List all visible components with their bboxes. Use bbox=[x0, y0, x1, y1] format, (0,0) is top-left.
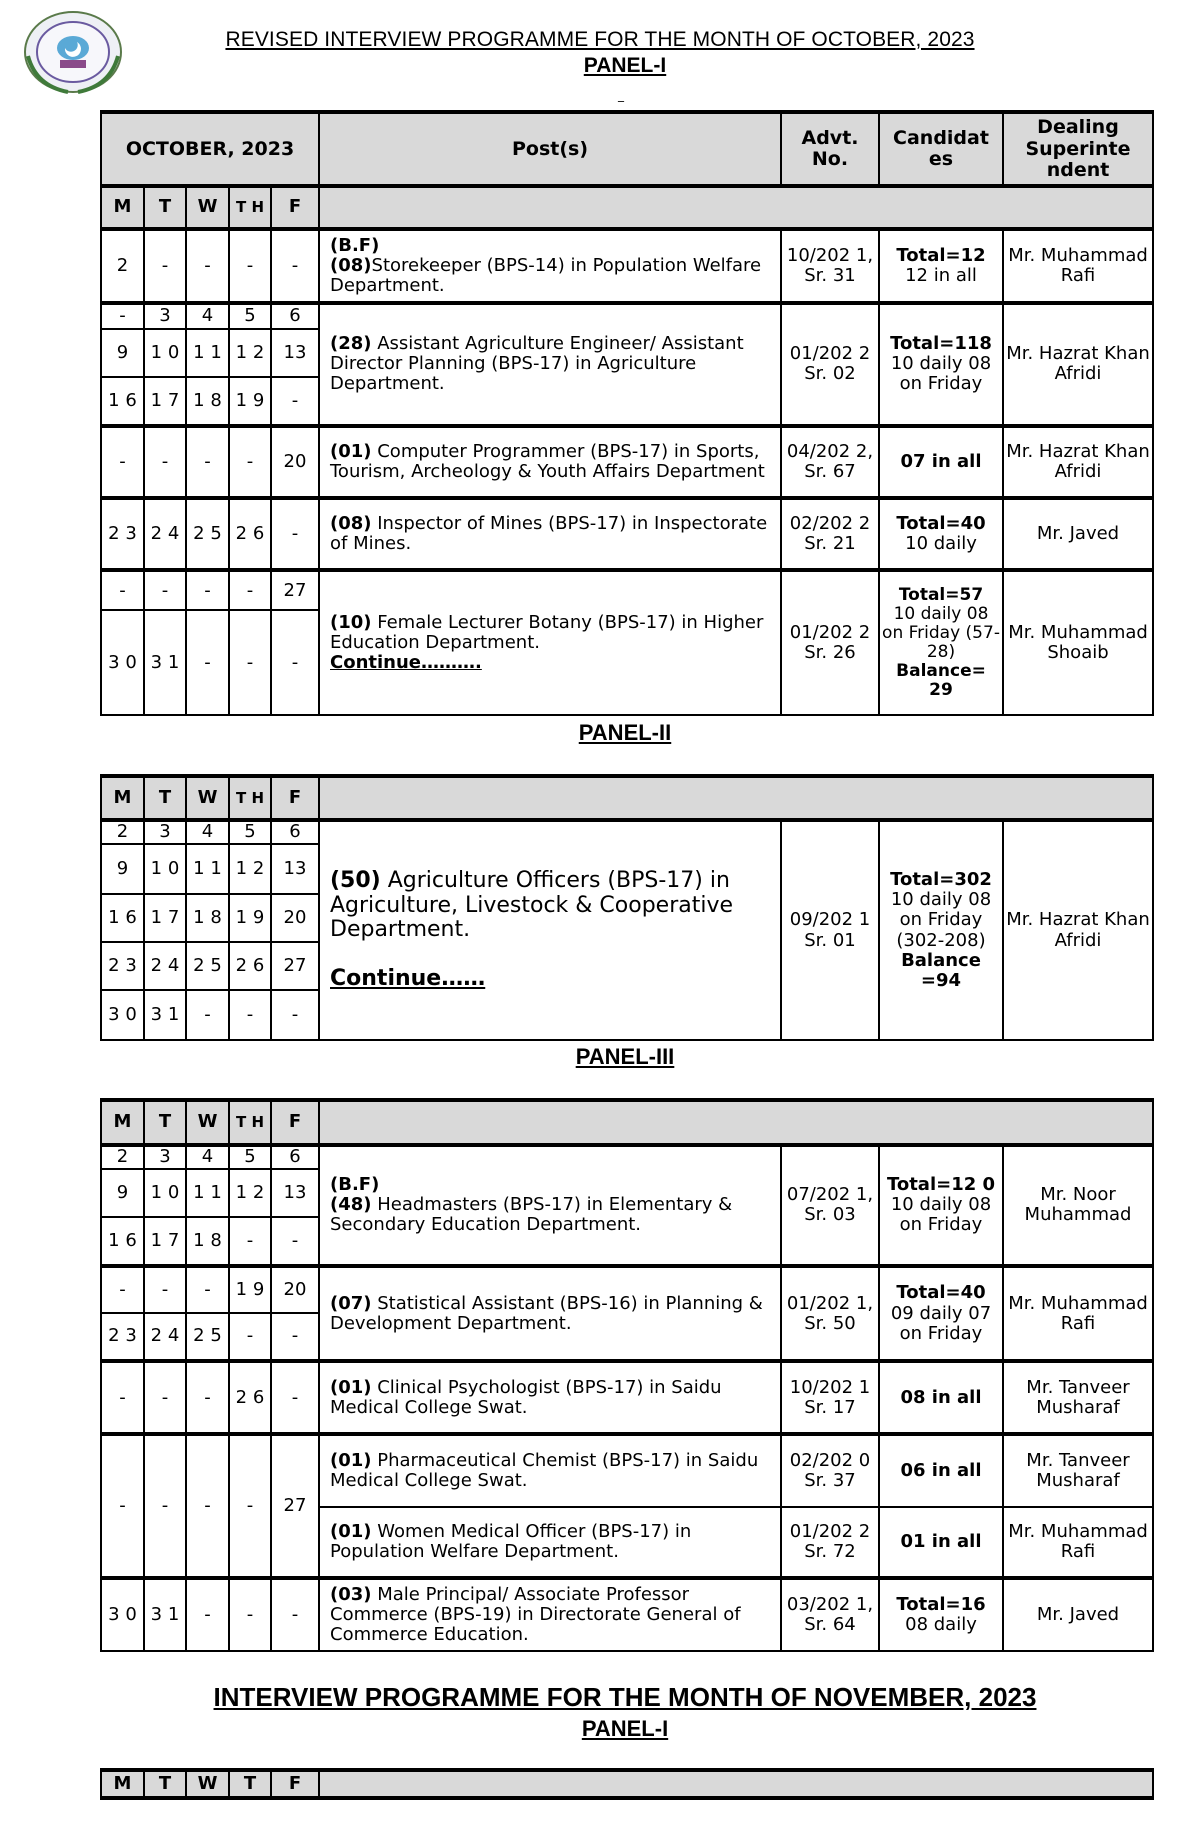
day-cell: 4 bbox=[186, 820, 229, 844]
day-cell: 27 bbox=[271, 942, 319, 990]
day-cell: 1 9 bbox=[229, 1266, 271, 1313]
day-cell: - bbox=[229, 1434, 271, 1578]
advt-cell: 01/202 2 Sr. 72 bbox=[781, 1507, 879, 1578]
day-cell: 13 bbox=[271, 329, 319, 377]
day-cell: - bbox=[229, 1313, 271, 1362]
advt-cell: 02/202 2 Sr. 21 bbox=[781, 498, 879, 570]
day-header: T bbox=[144, 776, 186, 820]
day-cell: 13 bbox=[271, 1169, 319, 1218]
day-cell: 2 3 bbox=[101, 942, 144, 990]
day-cell: 2 5 bbox=[186, 498, 229, 570]
dealing-cell: Mr. Javed bbox=[1003, 498, 1153, 570]
day-cell: - bbox=[101, 426, 144, 498]
dealing-cell: Mr. Tanveer Musharaf bbox=[1003, 1361, 1153, 1434]
day-header-blank bbox=[319, 1770, 1153, 1798]
dealing-cell: Mr. Muhammad Rafi bbox=[1003, 1507, 1153, 1578]
day-header: T bbox=[144, 186, 186, 228]
candidates-cell: Total=118 10 daily 08 on Friday bbox=[879, 303, 1003, 426]
day-cell: 6 bbox=[271, 1145, 319, 1169]
day-cell: 1 6 bbox=[101, 377, 144, 425]
day-cell: 2 3 bbox=[101, 498, 144, 570]
day-cell: 3 1 bbox=[144, 1578, 186, 1651]
candidates-cell: Total=40 10 daily bbox=[879, 498, 1003, 570]
day-cell: 2 5 bbox=[186, 942, 229, 990]
panel1-title: PANEL-I bbox=[583, 54, 667, 77]
dealing-cell: Mr. Muhammad Rafi bbox=[1003, 1266, 1153, 1361]
day-cell: 1 2 bbox=[229, 1169, 271, 1218]
day-cell: 2 bbox=[101, 1145, 144, 1169]
day-cell: - bbox=[144, 570, 186, 610]
post-cell: (01) Pharmaceutical Chemist (BPS-17) in Saidu Medical College Swat. bbox=[319, 1434, 781, 1507]
dealing-cell: Mr. Noor Muhammad bbox=[1003, 1145, 1153, 1267]
page-title: REVISED INTERVIEW PROGRAMME FOR THE MONTH OF OCTOBER, 2023 bbox=[225, 28, 975, 51]
day-cell: - bbox=[144, 229, 186, 303]
day-cell: 1 2 bbox=[229, 329, 271, 377]
day-header-blank bbox=[319, 1100, 1153, 1145]
day-header: T bbox=[229, 1770, 271, 1798]
day-header: W bbox=[186, 186, 229, 228]
day-cell: 2 4 bbox=[144, 498, 186, 570]
day-cell: - bbox=[186, 570, 229, 610]
day-cell: 2 5 bbox=[186, 1313, 229, 1362]
day-cell: 2 4 bbox=[144, 942, 186, 990]
day-header-blank bbox=[319, 776, 1153, 820]
post-cell: (01) Women Medical Officer (BPS-17) in Population Welfare Department. bbox=[319, 1507, 781, 1578]
post-cell: (01) Computer Programmer (BPS-17) in Sports, Tourism, Archeology & Youth Affairs Department bbox=[319, 426, 781, 498]
day-cell: - bbox=[271, 229, 319, 303]
day-cell: 4 bbox=[186, 303, 229, 329]
separator-mark: _ bbox=[618, 88, 624, 102]
panel3-table bbox=[100, 1098, 1154, 1652]
dealing-cell: Mr. Hazrat Khan Afridi bbox=[1003, 303, 1153, 426]
dealing-cell: Mr. Muhammad Rafi bbox=[1003, 229, 1153, 303]
candidates-cell: 08 in all bbox=[879, 1361, 1003, 1434]
day-cell: 1 7 bbox=[144, 377, 186, 425]
post-cell: (50) Agriculture Officers (BPS-17) in Agriculture, Livestock & Cooperative Department. Continue…… bbox=[319, 820, 781, 1040]
candidates-cell: 06 in all bbox=[879, 1434, 1003, 1507]
day-header: F bbox=[271, 776, 319, 820]
advt-cell: 01/202 2 Sr. 26 bbox=[781, 570, 879, 715]
dealing-cell: Mr. Hazrat Khan Afridi bbox=[1003, 426, 1153, 498]
dealing-cell: Mr. Javed bbox=[1003, 1578, 1153, 1651]
day-cell: - bbox=[271, 1313, 319, 1362]
day-cell: 1 9 bbox=[229, 894, 271, 942]
day-header: T bbox=[144, 1770, 186, 1798]
day-cell: - bbox=[101, 1266, 144, 1313]
day-cell: 27 bbox=[271, 1434, 319, 1578]
day-cell: 3 bbox=[144, 303, 186, 329]
day-cell: - bbox=[101, 303, 144, 329]
day-cell: 1 2 bbox=[229, 844, 271, 894]
day-cell: 2 4 bbox=[144, 1313, 186, 1362]
day-cell: - bbox=[144, 1266, 186, 1313]
day-cell: 6 bbox=[271, 820, 319, 844]
day-header: M bbox=[101, 1770, 144, 1798]
day-cell: - bbox=[186, 229, 229, 303]
candidates-cell: 07 in all bbox=[879, 426, 1003, 498]
day-cell: 1 1 bbox=[186, 844, 229, 894]
candidates-cell: Total=40 09 daily 07 on Friday bbox=[879, 1266, 1003, 1361]
day-cell: 4 bbox=[186, 1145, 229, 1169]
day-cell: 3 0 bbox=[101, 1578, 144, 1651]
day-header: T H bbox=[229, 1100, 271, 1145]
candidates-cell: Total=302 10 daily 08 on Friday (302-208) Balance =94 bbox=[879, 820, 1003, 1040]
dealing-cell: Mr. Muhammad Shoaib bbox=[1003, 570, 1153, 715]
day-header: T bbox=[144, 1100, 186, 1145]
day-cell: 1 1 bbox=[186, 1169, 229, 1218]
day-cell: - bbox=[144, 1361, 186, 1434]
day-cell: - bbox=[101, 1361, 144, 1434]
day-cell: 2 3 bbox=[101, 1313, 144, 1362]
day-header: T H bbox=[229, 776, 271, 820]
day-cell: - bbox=[229, 426, 271, 498]
day-cell: 1 1 bbox=[186, 329, 229, 377]
post-cell: (B.F) (48) Headmasters (BPS-17) in Elementary & Secondary Education Department. bbox=[319, 1145, 781, 1267]
post-cell: (28) Assistant Agriculture Engineer/ Assistant Director Planning (BPS-17) in Agriculture Department. bbox=[319, 303, 781, 426]
november-table bbox=[100, 1768, 1154, 1800]
day-cell: 1 7 bbox=[144, 894, 186, 942]
advt-header: Advt. No. bbox=[781, 112, 879, 186]
post-cell: (07) Statistical Assistant (BPS-16) in Planning & Development Department. bbox=[319, 1266, 781, 1361]
day-cell: 1 9 bbox=[229, 377, 271, 425]
day-cell: 3 bbox=[144, 820, 186, 844]
day-header: M bbox=[101, 1100, 144, 1145]
candidates-cell: Total=12 12 in all bbox=[879, 229, 1003, 303]
day-cell: 27 bbox=[271, 570, 319, 610]
day-header: F bbox=[271, 1770, 319, 1798]
day-cell: - bbox=[144, 426, 186, 498]
dealing-cell: Mr. Tanveer Musharaf bbox=[1003, 1434, 1153, 1507]
day-header: T H bbox=[229, 186, 271, 228]
candidates-cell: Total=57 10 daily 08 on Friday (57-28) Balance= 29 bbox=[879, 570, 1003, 715]
advt-cell: 01/202 2 Sr. 02 bbox=[781, 303, 879, 426]
advt-cell: 07/202 1, Sr. 03 bbox=[781, 1145, 879, 1267]
commission-seal-logo bbox=[18, 8, 128, 96]
day-header: M bbox=[101, 186, 144, 228]
day-cell: 1 7 bbox=[144, 1217, 186, 1266]
day-cell: 1 0 bbox=[144, 329, 186, 377]
day-cell: - bbox=[271, 1361, 319, 1434]
day-cell: 1 8 bbox=[186, 377, 229, 425]
day-cell: - bbox=[271, 1217, 319, 1266]
day-cell: 1 8 bbox=[186, 894, 229, 942]
day-cell: - bbox=[186, 990, 229, 1040]
day-header: M bbox=[101, 776, 144, 820]
day-cell: 9 bbox=[101, 844, 144, 894]
continue-note: Continue…… bbox=[330, 966, 486, 992]
day-cell: 3 1 bbox=[144, 990, 186, 1040]
day-header-blank bbox=[319, 186, 1153, 228]
post-cell: (B.F) (08)Storekeeper (BPS-14) in Population Welfare Department. bbox=[319, 229, 781, 303]
day-cell: 1 6 bbox=[101, 894, 144, 942]
day-cell: - bbox=[229, 1217, 271, 1266]
day-cell: 13 bbox=[271, 844, 319, 894]
post-cell: (03) Male Principal/ Associate Professor Commerce (BPS-19) in Directorate General of Commerce Education. bbox=[319, 1578, 781, 1651]
day-cell: - bbox=[186, 1578, 229, 1651]
day-cell: - bbox=[271, 990, 319, 1040]
day-cell: - bbox=[186, 1266, 229, 1313]
day-cell: 1 8 bbox=[186, 1217, 229, 1266]
day-cell: 9 bbox=[101, 1169, 144, 1218]
day-cell: 3 1 bbox=[144, 610, 186, 715]
day-cell: 20 bbox=[271, 1266, 319, 1313]
day-cell: - bbox=[186, 1434, 229, 1578]
day-cell: - bbox=[101, 1434, 144, 1578]
day-cell: 6 bbox=[271, 303, 319, 329]
post-cell: (01) Clinical Psychologist (BPS-17) in Saidu Medical College Swat. bbox=[319, 1361, 781, 1434]
post-cell: (08) Inspector of Mines (BPS-17) in Inspectorate of Mines. bbox=[319, 498, 781, 570]
candidates-header: Candidat es bbox=[879, 112, 1003, 186]
post-cell: (10) Female Lecturer Botany (BPS-17) in Higher Education Department. Continue………. bbox=[319, 570, 781, 715]
continue-note: Continue………. bbox=[330, 652, 482, 674]
day-cell: - bbox=[271, 498, 319, 570]
day-cell: - bbox=[186, 610, 229, 715]
november-title: INTERVIEW PROGRAMME FOR THE MONTH OF NOVEMBER, 2023 bbox=[213, 1682, 1037, 1712]
advt-cell: 09/202 1 Sr. 01 bbox=[781, 820, 879, 1040]
day-cell: 20 bbox=[271, 426, 319, 498]
day-cell: - bbox=[229, 990, 271, 1040]
day-cell: 2 bbox=[101, 229, 144, 303]
day-cell: 2 6 bbox=[229, 1361, 271, 1434]
day-cell: 1 6 bbox=[101, 1217, 144, 1266]
day-cell: - bbox=[271, 377, 319, 425]
advt-cell: 02/202 0 Sr. 37 bbox=[781, 1434, 879, 1507]
day-cell: - bbox=[144, 1434, 186, 1578]
day-cell: 2 6 bbox=[229, 942, 271, 990]
day-cell: 3 0 bbox=[101, 610, 144, 715]
day-cell: 3 0 bbox=[101, 990, 144, 1040]
day-cell: 20 bbox=[271, 894, 319, 942]
advt-cell: 04/202 2, Sr. 67 bbox=[781, 426, 879, 498]
day-cell: 2 6 bbox=[229, 498, 271, 570]
dealing-cell: Mr. Hazrat Khan Afridi bbox=[1003, 820, 1153, 1040]
day-cell: - bbox=[186, 426, 229, 498]
day-header: F bbox=[271, 1100, 319, 1145]
advt-cell: 01/202 1, Sr. 50 bbox=[781, 1266, 879, 1361]
dealing-header: Dealing Superinte ndent bbox=[1003, 112, 1153, 186]
advt-cell: 03/202 1, Sr. 64 bbox=[781, 1578, 879, 1651]
november-panel-title: PANEL-I bbox=[581, 1716, 669, 1741]
day-header: F bbox=[271, 186, 319, 228]
panel2-title: PANEL-II bbox=[578, 720, 672, 745]
day-cell: 2 bbox=[101, 820, 144, 844]
panel3-title: PANEL-III bbox=[575, 1044, 675, 1069]
candidates-cell: Total=16 08 daily bbox=[879, 1578, 1003, 1651]
day-cell: 5 bbox=[229, 303, 271, 329]
day-cell: - bbox=[229, 610, 271, 715]
panel1-table bbox=[100, 110, 1154, 716]
day-cell: 5 bbox=[229, 820, 271, 844]
day-cell: 3 bbox=[144, 1145, 186, 1169]
day-header: W bbox=[186, 776, 229, 820]
panel2-table bbox=[100, 774, 1154, 1041]
candidates-cell: Total=12 0 10 daily 08 on Friday bbox=[879, 1145, 1003, 1267]
day-cell: - bbox=[186, 1361, 229, 1434]
candidates-cell: 01 in all bbox=[879, 1507, 1003, 1578]
day-cell: - bbox=[271, 1578, 319, 1651]
day-header: W bbox=[186, 1100, 229, 1145]
advt-cell: 10/202 1 Sr. 17 bbox=[781, 1361, 879, 1434]
day-cell: 1 0 bbox=[144, 844, 186, 894]
month-header: OCTOBER, 2023 bbox=[101, 112, 319, 186]
advt-cell: 10/202 1, Sr. 31 bbox=[781, 229, 879, 303]
day-cell: 9 bbox=[101, 329, 144, 377]
day-cell: - bbox=[229, 1578, 271, 1651]
day-cell: - bbox=[229, 229, 271, 303]
posts-header: Post(s) bbox=[319, 112, 781, 186]
day-cell: - bbox=[271, 610, 319, 715]
day-cell: 5 bbox=[229, 1145, 271, 1169]
day-cell: - bbox=[101, 570, 144, 610]
day-cell: 1 0 bbox=[144, 1169, 186, 1218]
day-cell: - bbox=[229, 570, 271, 610]
day-header: W bbox=[186, 1770, 229, 1798]
